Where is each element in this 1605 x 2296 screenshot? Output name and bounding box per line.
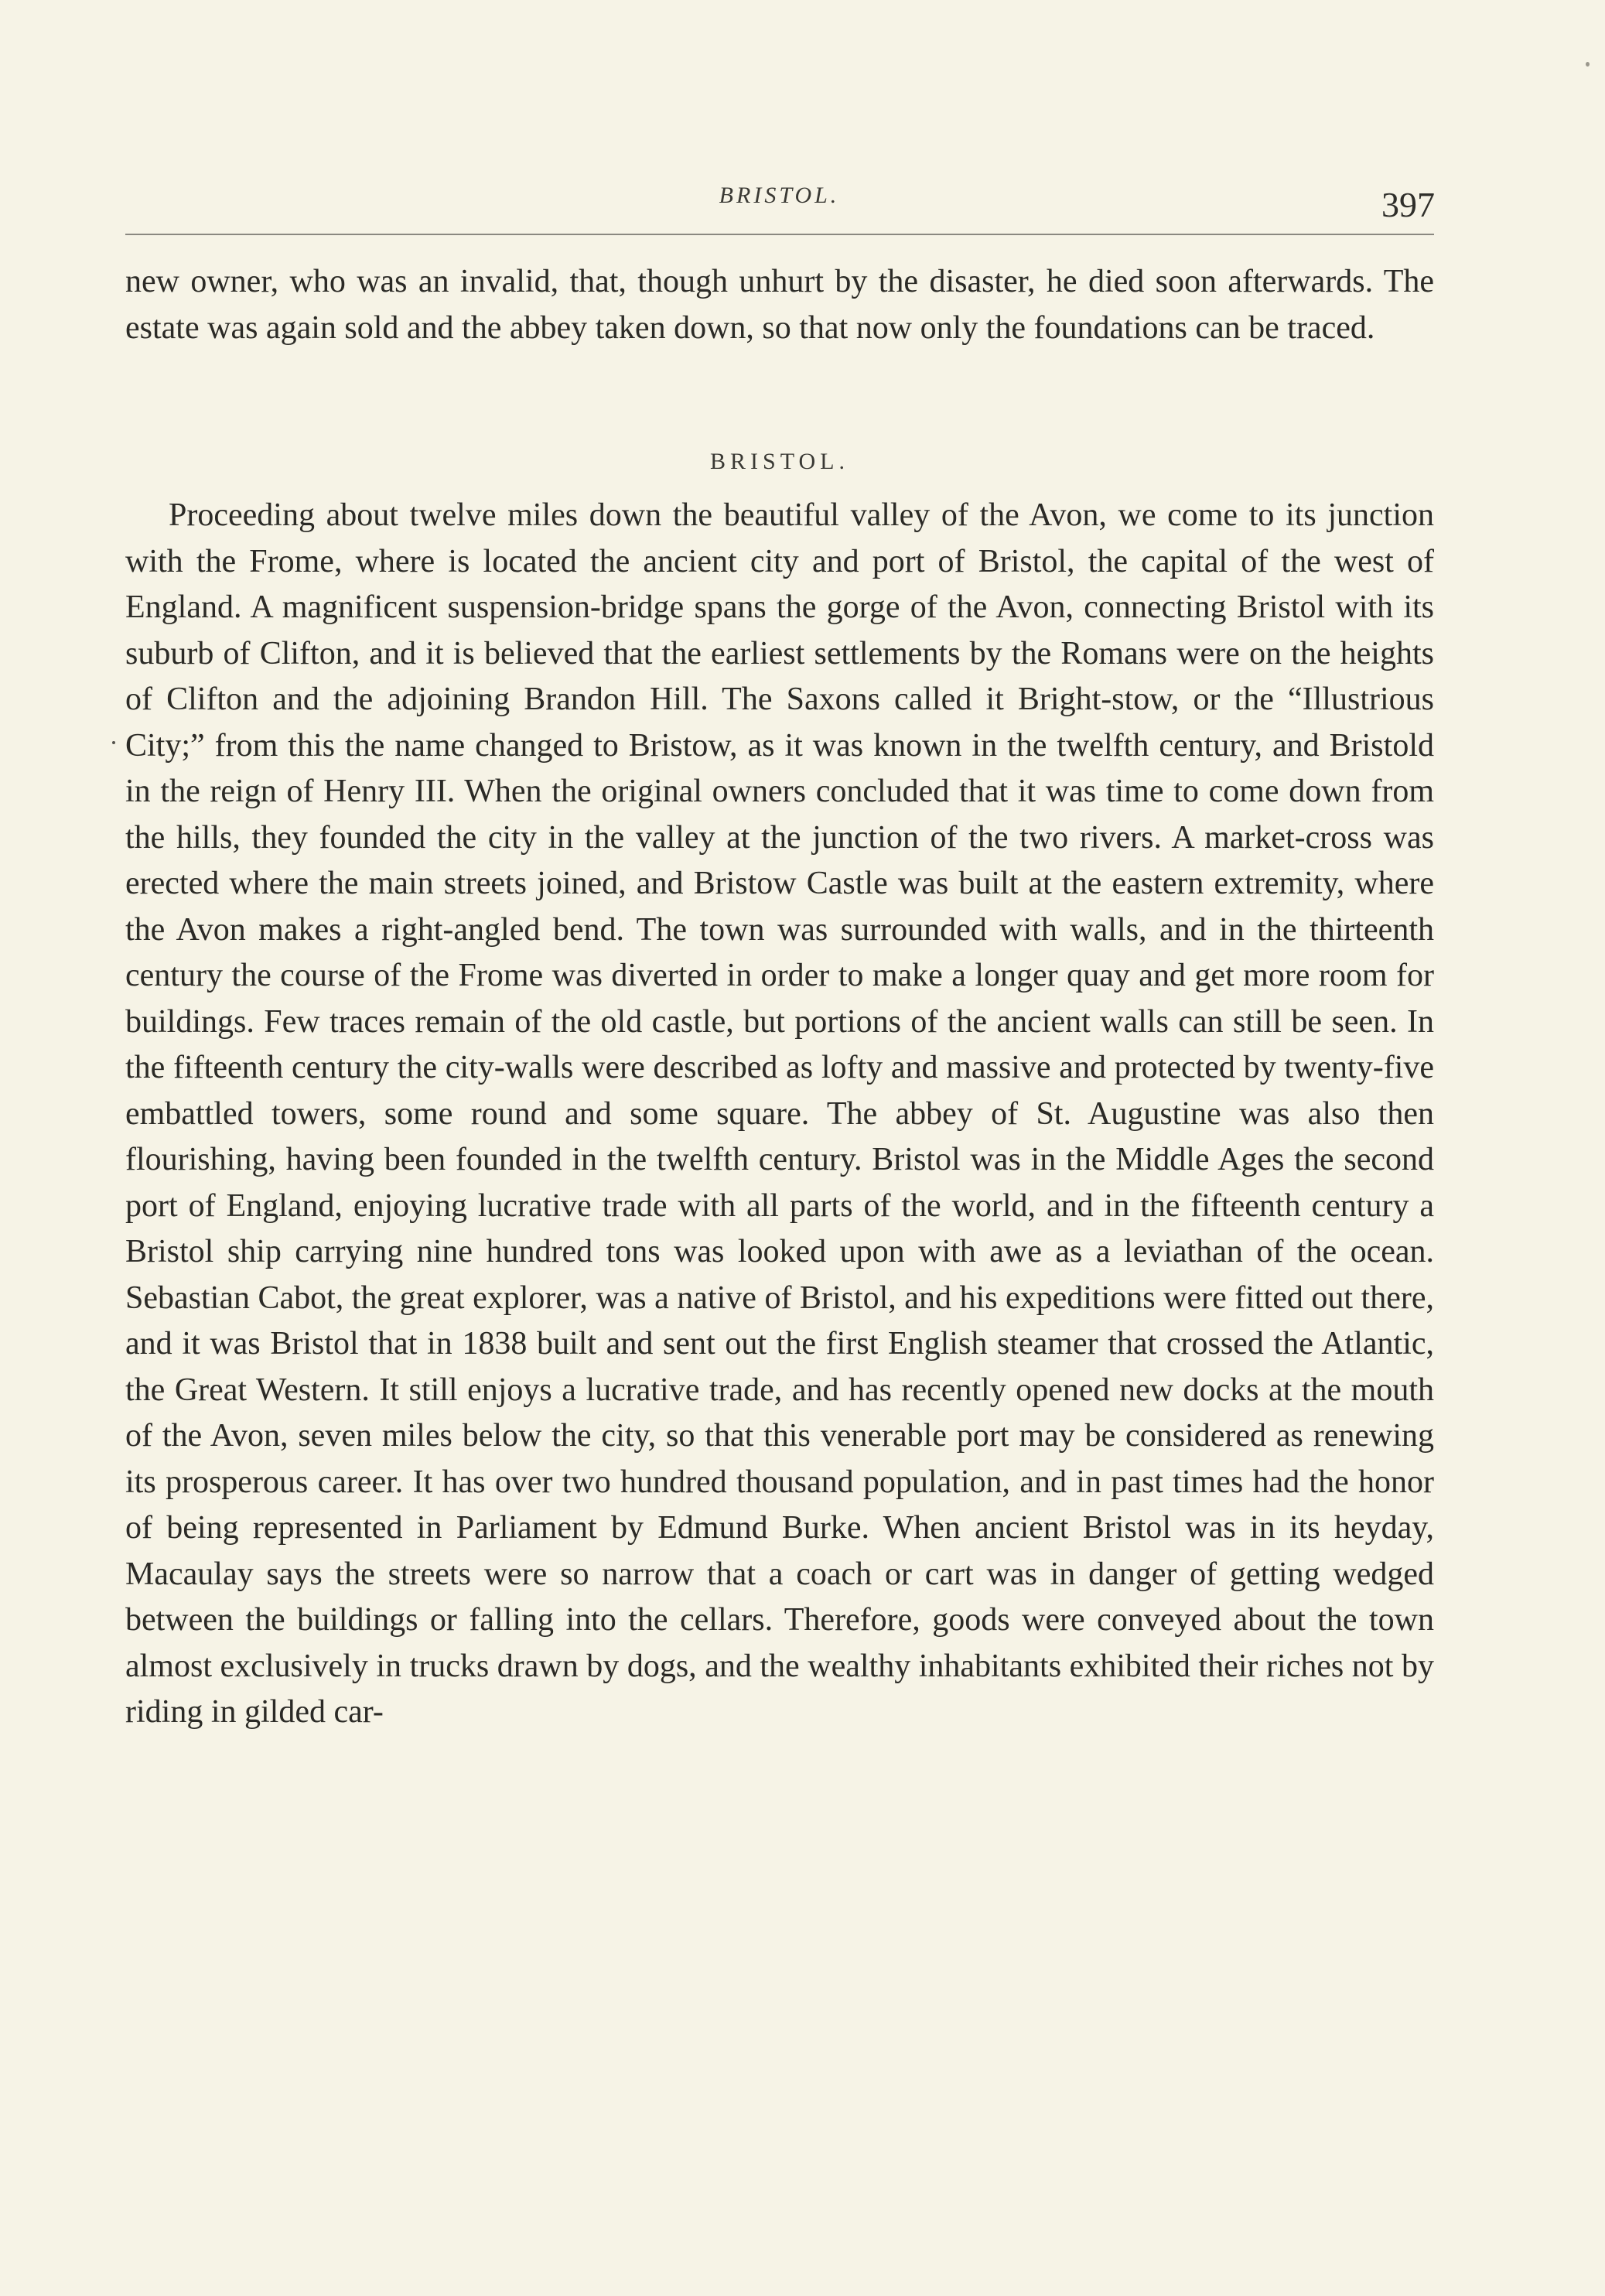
running-head: [124, 183, 1435, 229]
section-body-text: Proceeding about twelve miles down the beautiful valley of the Avon, we come to its junction with the Frome, where is located the ancient city and port of Bristol, the capital of the west of England. A magnificent suspension-bridge spans the gorge of the Avon, connecting Bristol with its suburb of Clifton, and it is believed that the earliest settlements by the Romans were on the heights of Clifton and the adjoining Brandon Hill. The Saxons called it Bright-stow, or the “Illustrious City;” from this the name changed to Bristow, as it was known in the twelfth century, and Bristold in the reign of Henry III. When the original owners concluded that it was time to come down from the hills, they founded the city in the valley at the junction of the two rivers. A market-cross was erected where the main streets joined, and Bristow Castle was built at the eastern extremity, where the Avon makes a right-angled bend. The town was surrounded with walls, and in the thirteenth century the course of the Frome was diverted in order to make a longer quay and get more room for buildings. Few traces remain of the old castle, but portions of the ancient walls can still be seen. In the fifteenth century the city-walls were described as lofty and massive and protected by twenty-five embattled towers, some round and some square. The abbey of St. Augustine was also then flourishing, having been founded in the twelfth century. Bristol was in the Middle Ages the second port of England, enjoying lucrative trade with all parts of the world, and in the fifteenth century a Bristol ship carrying nine hundred tons was looked upon with awe as a leviathan of the ocean. Sebastian Cabot, the great explorer, was a native of Bristol, and his expeditions were fitted out there, and it was Bristol that in 1838 built and sent out the first English steamer that crossed the Atlantic, the Great Western. It still enjoys a lucrative trade, and has recently opened new docks at the mouth of the Avon, seven miles below the city, so that this venerable port may be considered as renewing its prosperous career. It has over two hundred thousand population, and in past times had the honor of being represented in Parliament by Edmund Burke. When ancient Bristol was in its heyday, Macaulay says the streets were so narrow that a coach or cart was in danger of getting wedged between the buildings or falling into the cellars. Therefore, goods were conveyed about the town almost exclusively in trucks drawn by dogs, and the wealthy inhabitants exhibited their riches not by riding in gilded car-: [125, 497, 1434, 1730]
section-heading: BRISTOL.: [710, 449, 849, 474]
page-number: 397: [1381, 185, 1435, 224]
running-title: BRISTOL.: [719, 183, 840, 208]
edge-speck: [1586, 62, 1590, 67]
continuation-text: new owner, who was an invalid, that, though unhurt by the disaster, he died soon afterwards. The estate was again sold and the abbey taken down, so that now only the foundations can be traced.: [125, 264, 1434, 346]
continuation-paragraph: [125, 259, 1434, 351]
header-rule: [125, 234, 1434, 235]
margin-speck: [112, 741, 115, 744]
section-paragraph: [125, 493, 1434, 1736]
